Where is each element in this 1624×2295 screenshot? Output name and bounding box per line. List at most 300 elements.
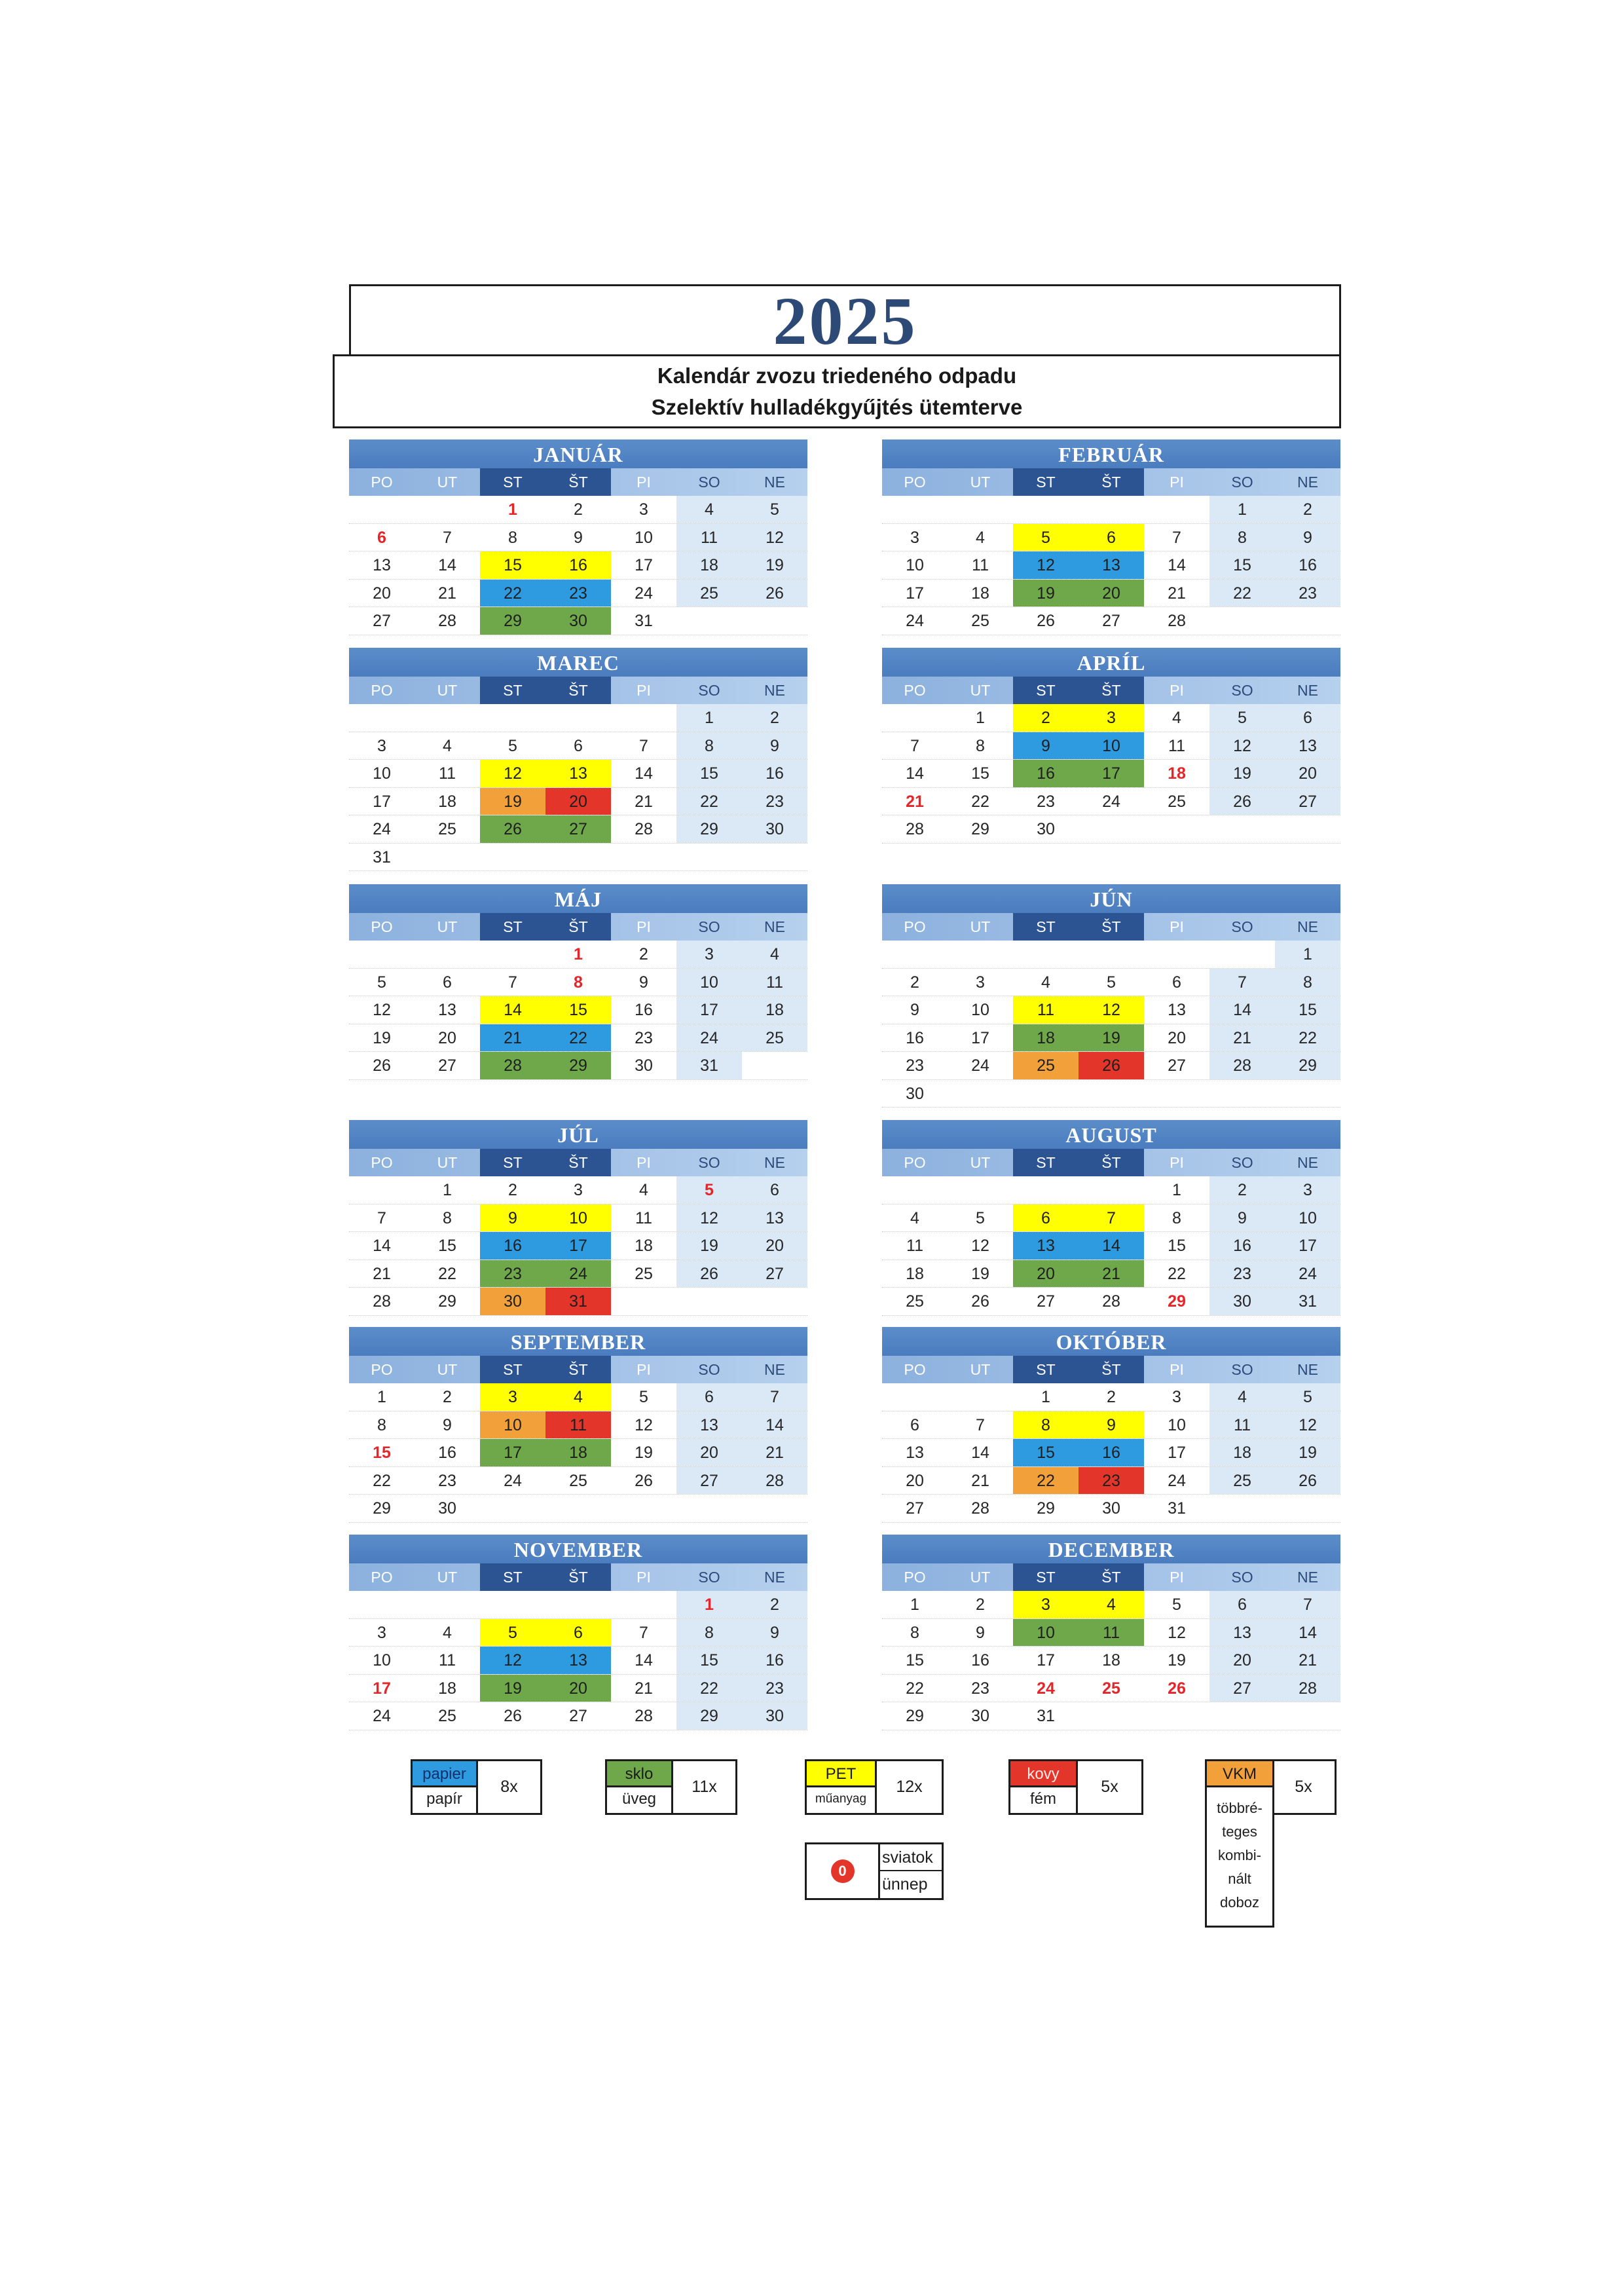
day-cell: 6 [1172, 973, 1181, 992]
month-title: JÚL [349, 1120, 807, 1149]
weekday-label: UT [970, 918, 991, 935]
day-cell: 18 [906, 1264, 924, 1283]
legend-count: 8x [500, 1778, 518, 1796]
legend-label-hu-line: többré- [1217, 1800, 1263, 1816]
day-cell: 4 [910, 1208, 919, 1227]
day-cell: 16 [742, 760, 807, 787]
collection-day-cell: 14 [480, 996, 545, 1024]
empty-day-cell [676, 607, 742, 635]
weekday-label: SO [698, 1361, 720, 1378]
day-cell: 3 [976, 973, 985, 992]
collection-day-cell: 4 [545, 1383, 611, 1411]
day-cell: 23 [635, 1028, 653, 1047]
day-cell: 18 [438, 1679, 456, 1698]
day-cell: 28 [971, 1499, 989, 1518]
collection-day-cell: 23 [545, 580, 611, 607]
day-cell: 14 [1209, 996, 1275, 1024]
day-cell: 9 [976, 1623, 985, 1642]
day-cell: 7 [742, 1383, 807, 1411]
day-cell: 24 [971, 1056, 989, 1075]
week-row [882, 1024, 1340, 1053]
collection-day-cell: 16 [1079, 1439, 1144, 1466]
week-row [882, 1675, 1340, 1703]
day-cell: 12 [373, 1001, 391, 1019]
day-cell: 23 [1037, 792, 1055, 811]
day-cell: 30 [906, 1084, 924, 1103]
day-cell: 29 [676, 1702, 742, 1730]
weekday-label: ST [480, 1356, 545, 1383]
weekday-label: UT [437, 474, 458, 491]
weekday-label: ŠT [545, 1563, 611, 1591]
day-cell: 24 [504, 1471, 522, 1490]
weekday-header-row [349, 468, 807, 496]
collection-day-cell: 20 [1013, 1260, 1079, 1288]
day-cell: 3 [1172, 1388, 1181, 1406]
day-cell: 25 [438, 1707, 456, 1725]
day-cell: 3 [377, 736, 386, 755]
day-cell: 2 [574, 500, 583, 519]
collection-day-cell: 19 [1079, 1024, 1144, 1052]
day-cell: 22 [906, 1679, 924, 1698]
weekday-label: UT [970, 1569, 991, 1586]
day-cell: 7 [1172, 528, 1181, 547]
collection-day-cell: 8 [1013, 1411, 1079, 1439]
weekday-label: NE [764, 682, 785, 699]
week-row [882, 1204, 1340, 1233]
weekday-label: ST [1013, 913, 1079, 941]
day-cell: 16 [1209, 1232, 1275, 1259]
weekday-label: PO [904, 1361, 926, 1378]
day-cell: 4 [1041, 973, 1050, 992]
empty-day-cell [1275, 607, 1340, 635]
collection-day-cell: 27 [545, 815, 611, 843]
day-cell: 24 [373, 1707, 391, 1725]
legend-label: sklo [607, 1761, 671, 1787]
collection-day-cell: 9 [1013, 732, 1079, 760]
weekday-label: PO [371, 918, 393, 935]
week-row [349, 704, 807, 732]
week-row [349, 941, 807, 969]
collection-day-cell: 9 [480, 1204, 545, 1232]
legend-label-cell [807, 1761, 877, 1813]
month-title: OKTÓBER [882, 1327, 1340, 1356]
weekday-label: PI [637, 1569, 651, 1586]
week-row [349, 1675, 807, 1703]
legend-count: 12x [896, 1778, 923, 1796]
week-row [882, 1591, 1340, 1619]
weekday-label: ST [480, 677, 545, 704]
day-cell: 18 [1102, 1651, 1120, 1670]
day-cell: 14 [906, 764, 924, 783]
day-cell: 27 [1209, 1675, 1275, 1702]
day-cell: 18 [676, 551, 742, 579]
empty-day-cell [882, 496, 948, 523]
day-cell: 21 [906, 792, 924, 811]
day-cell: 9 [639, 973, 648, 992]
collection-day-cell: 30 [480, 1288, 545, 1315]
day-cell: 25 [1209, 1467, 1275, 1495]
day-cell: 19 [373, 1028, 391, 1047]
collection-day-cell: 26 [480, 815, 545, 843]
legend-label-hu: papír [426, 1790, 462, 1808]
day-cell: 11 [1209, 1411, 1275, 1439]
day-cell: 22 [676, 1675, 742, 1702]
month-title: MÁJ [349, 884, 807, 913]
day-cell: 22 [1275, 1024, 1340, 1052]
day-cell: 21 [1209, 1024, 1275, 1052]
empty-day-cell [1079, 941, 1144, 968]
weekday-label: NE [1297, 1569, 1318, 1586]
empty-day-cell [349, 941, 415, 968]
empty-day-cell [415, 844, 480, 871]
month-block [349, 1120, 807, 1316]
empty-day-cell [882, 941, 948, 968]
day-cell: 15 [676, 760, 742, 787]
month-block [882, 439, 1340, 635]
day-cell: 22 [971, 792, 989, 811]
day-cell: 29 [906, 1707, 924, 1725]
day-cell: 30 [742, 1702, 807, 1730]
holiday-label-sk: sviatok [880, 1844, 942, 1871]
week-row [349, 607, 807, 635]
day-cell: 2 [1275, 496, 1340, 523]
day-cell: 8 [1275, 969, 1340, 996]
collection-day-cell: 15 [480, 551, 545, 579]
day-cell: 17 [906, 584, 924, 603]
week-row [349, 1024, 807, 1053]
weekday-label: ŠT [545, 677, 611, 704]
collection-day-cell: 10 [545, 1204, 611, 1232]
day-cell: 17 [1168, 1444, 1186, 1462]
week-row [882, 1619, 1340, 1647]
day-cell: 8 [676, 1619, 742, 1647]
day-cell: 7 [910, 736, 919, 755]
weekday-header-row [349, 1149, 807, 1176]
day-cell: 19 [1275, 1439, 1340, 1466]
day-cell: 16 [971, 1651, 989, 1670]
day-cell: 12 [1275, 1411, 1340, 1439]
month-block [882, 1120, 1340, 1316]
empty-day-cell [349, 704, 415, 732]
weekday-header-row [349, 1563, 807, 1591]
week-row [349, 996, 807, 1024]
day-cell: 22 [1209, 580, 1275, 607]
weekday-label: SO [1231, 682, 1253, 699]
day-cell: 14 [635, 1651, 653, 1670]
day-cell: 20 [1209, 1647, 1275, 1674]
week-row [882, 1467, 1340, 1495]
collection-day-cell: 11 [1013, 996, 1079, 1024]
day-cell: 27 [1168, 1056, 1186, 1075]
day-cell: 2 [976, 1595, 985, 1614]
empty-day-cell [742, 607, 807, 635]
weekday-label: UT [970, 1361, 991, 1378]
week-row [349, 1619, 807, 1647]
day-cell: 4 [1209, 1383, 1275, 1411]
day-cell: 12 [742, 524, 807, 551]
day-cell: 30 [1037, 820, 1055, 838]
legend-pet [805, 1759, 944, 1815]
holiday-marker-icon: 0 [831, 1859, 855, 1883]
day-cell: 25 [635, 1264, 653, 1283]
empty-day-cell [742, 844, 807, 871]
collection-day-cell: 25 [1013, 1052, 1079, 1079]
empty-day-cell [545, 844, 611, 871]
day-cell: 24 [373, 820, 391, 838]
day-cell: 27 [906, 1499, 924, 1518]
day-cell: 6 [574, 736, 583, 755]
day-cell: 12 [1168, 1623, 1186, 1642]
weekday-label: PO [371, 1569, 393, 1586]
empty-day-cell [480, 941, 545, 968]
day-cell: 12 [676, 1204, 742, 1232]
day-cell: 6 [443, 973, 452, 992]
empty-day-cell [1209, 941, 1275, 968]
weekday-label: NE [764, 1569, 785, 1586]
empty-day-cell [1144, 1702, 1209, 1730]
day-cell: 9 [1275, 524, 1340, 551]
day-cell: 9 [742, 732, 807, 760]
day-cell: 24 [1168, 1471, 1186, 1490]
day-cell: 28 [373, 1292, 391, 1311]
weekday-label: PI [637, 918, 651, 935]
weekday-label: UT [437, 682, 458, 699]
day-cell: 20 [1168, 1028, 1186, 1047]
day-cell: 25 [438, 820, 456, 838]
day-cell: 1 [676, 704, 742, 732]
day-cell: 20 [373, 584, 391, 603]
weekday-label: SO [1231, 1361, 1253, 1378]
day-cell: 13 [676, 1411, 742, 1439]
day-cell: 11 [676, 524, 742, 551]
weekday-label: ŠT [1079, 1149, 1144, 1176]
day-cell: 26 [676, 1260, 742, 1288]
collection-day-cell: 17 [545, 1232, 611, 1259]
legend-label-hu: műanyag [815, 1792, 867, 1806]
empty-day-cell [545, 1591, 611, 1618]
day-cell: 25 [1102, 1679, 1120, 1698]
day-cell: 13 [438, 1001, 456, 1019]
day-cell: 29 [1168, 1292, 1186, 1311]
legend-label-hu: fém [1029, 1790, 1056, 1808]
day-cell: 1 [1041, 1388, 1050, 1406]
day-cell: 10 [373, 764, 391, 783]
day-cell: 8 [574, 973, 583, 992]
legend-label-hu [1207, 1787, 1272, 1914]
day-cell: 5 [1172, 1595, 1181, 1614]
day-cell: 26 [1275, 1467, 1340, 1495]
empty-day-cell [882, 1383, 948, 1411]
week-row [349, 1702, 807, 1730]
empty-day-cell [1013, 1080, 1079, 1108]
day-cell: 15 [438, 1237, 456, 1255]
day-cell: 3 [676, 941, 742, 968]
day-cell: 29 [1275, 1052, 1340, 1079]
day-cell: 19 [1168, 1651, 1186, 1670]
weekday-label: ST [1013, 1563, 1079, 1591]
empty-day-cell [480, 1591, 545, 1618]
week-row [882, 1383, 1340, 1411]
month-block [882, 1535, 1340, 1730]
weekday-label: ST [480, 1149, 545, 1176]
day-cell: 3 [639, 500, 648, 519]
collection-day-cell: 19 [480, 788, 545, 815]
empty-day-cell [676, 1288, 742, 1315]
collection-day-cell: 19 [1013, 580, 1079, 607]
day-cell: 15 [1168, 1237, 1186, 1255]
day-cell: 21 [1275, 1647, 1340, 1674]
weekday-label: PO [904, 682, 926, 699]
collection-day-cell: 20 [545, 1675, 611, 1702]
weekday-label: PI [1170, 1569, 1184, 1586]
empty-day-cell [1079, 1702, 1144, 1730]
day-cell: 14 [635, 764, 653, 783]
day-cell: 1 [1209, 496, 1275, 523]
weekday-label: ST [1013, 1149, 1079, 1176]
day-cell: 4 [1172, 709, 1181, 727]
month-block [882, 648, 1340, 844]
legend-label-hu-line: nált [1228, 1871, 1251, 1887]
day-cell: 26 [504, 1707, 522, 1725]
weekday-label: SO [1231, 918, 1253, 935]
week-row [349, 1439, 807, 1467]
legend-label: PET [807, 1761, 875, 1787]
day-cell: 8 [1172, 1208, 1181, 1227]
week-row [882, 969, 1340, 997]
collection-day-cell: 12 [480, 1647, 545, 1674]
week-row [349, 551, 807, 580]
collection-day-cell: 21 [480, 1024, 545, 1052]
month-title: FEBRUÁR [882, 439, 1340, 468]
weekday-header-row [882, 468, 1340, 496]
week-row [882, 496, 1340, 524]
collection-day-cell: 15 [545, 996, 611, 1024]
week-row [882, 1080, 1340, 1108]
day-cell: 11 [742, 969, 807, 996]
day-cell: 5 [976, 1208, 985, 1227]
collection-day-cell: 6 [1079, 524, 1144, 551]
day-cell: 6 [1209, 1591, 1275, 1618]
day-cell: 5 [1209, 704, 1275, 732]
week-row [349, 1288, 807, 1316]
weekday-label: ŠT [1079, 677, 1144, 704]
day-cell: 12 [1209, 732, 1275, 760]
empty-day-cell [882, 704, 948, 732]
month-block [349, 884, 807, 1080]
day-cell: 19 [1209, 760, 1275, 787]
day-cell: 18 [742, 996, 807, 1024]
legend-label-hu-line: kombi- [1217, 1847, 1261, 1863]
day-cell: 24 [1102, 792, 1120, 811]
weekday-label: ŠT [545, 1149, 611, 1176]
day-cell: 29 [1037, 1499, 1055, 1518]
weekday-label: PI [1170, 1154, 1184, 1171]
weekday-label: NE [764, 918, 785, 935]
weekday-header-row [882, 1149, 1340, 1176]
empty-day-cell [1275, 1080, 1340, 1108]
day-cell: 14 [1275, 1619, 1340, 1647]
weekday-label: PO [371, 1154, 393, 1171]
empty-day-cell [611, 844, 676, 871]
empty-day-cell [1144, 815, 1209, 843]
day-cell: 7 [377, 1208, 386, 1227]
month-title: APRÍL [882, 648, 1340, 677]
day-cell: 21 [438, 584, 456, 603]
weekday-label: PO [904, 1569, 926, 1586]
collection-day-cell: 5 [1013, 524, 1079, 551]
week-row [349, 1591, 807, 1619]
month-title: JÚN [882, 884, 1340, 913]
empty-day-cell [480, 844, 545, 871]
day-cell: 23 [1275, 580, 1340, 607]
day-cell: 15 [373, 1444, 391, 1462]
collection-day-cell: 16 [545, 551, 611, 579]
month-block [349, 648, 807, 871]
weekday-label: PI [637, 682, 651, 699]
empty-day-cell [676, 1495, 742, 1522]
collection-day-cell: 18 [545, 1439, 611, 1466]
day-cell: 19 [742, 551, 807, 579]
empty-day-cell [1209, 1080, 1275, 1108]
month-title: JANUÁR [349, 439, 807, 468]
weekday-label: PO [904, 1154, 926, 1171]
day-cell: 26 [971, 1292, 989, 1311]
day-cell: 4 [742, 941, 807, 968]
day-cell: 27 [373, 612, 391, 630]
day-cell: 27 [1102, 612, 1120, 630]
day-cell: 5 [676, 1176, 742, 1204]
collection-day-cell: 19 [480, 1675, 545, 1702]
day-cell: 13 [906, 1444, 924, 1462]
day-cell: 11 [972, 556, 989, 574]
weekday-label: ST [480, 913, 545, 941]
day-cell: 14 [971, 1444, 989, 1462]
day-cell: 19 [635, 1444, 653, 1462]
day-cell: 2 [443, 1388, 452, 1406]
day-cell: 31 [373, 848, 391, 867]
day-cell: 8 [377, 1415, 386, 1434]
day-cell: 9 [742, 1619, 807, 1647]
day-cell: 28 [438, 612, 456, 630]
month-title: SEPTEMBER [349, 1327, 807, 1356]
day-cell: 6 [742, 1176, 807, 1204]
day-cell: 6 [1275, 704, 1340, 732]
day-cell: 30 [742, 815, 807, 843]
day-cell: 8 [508, 528, 517, 547]
day-cell: 14 [373, 1237, 391, 1255]
day-cell: 25 [971, 612, 989, 630]
subtitle-hu: Szelektív hulladékgyűjtés ütemterve [651, 394, 1023, 419]
day-cell: 24 [1037, 1679, 1055, 1698]
legend-label-cell [413, 1761, 478, 1813]
day-cell: 17 [1037, 1651, 1055, 1670]
day-cell: 15 [1275, 996, 1340, 1024]
empty-day-cell [1275, 1495, 1340, 1522]
empty-day-cell [349, 1591, 415, 1618]
weekday-header-row [882, 1563, 1340, 1591]
day-cell: 5 [742, 496, 807, 523]
weekday-label: UT [437, 918, 458, 935]
collection-day-cell: 4 [1079, 1591, 1144, 1618]
empty-day-cell [948, 1383, 1013, 1411]
weekday-label: PI [637, 1154, 651, 1171]
empty-day-cell [349, 496, 415, 523]
day-cell: 7 [508, 973, 517, 992]
day-cell: 6 [910, 1415, 919, 1434]
legend-label-hu: üveg [621, 1790, 657, 1808]
weekday-label: PI [1170, 682, 1184, 699]
day-cell: 7 [1275, 1591, 1340, 1618]
